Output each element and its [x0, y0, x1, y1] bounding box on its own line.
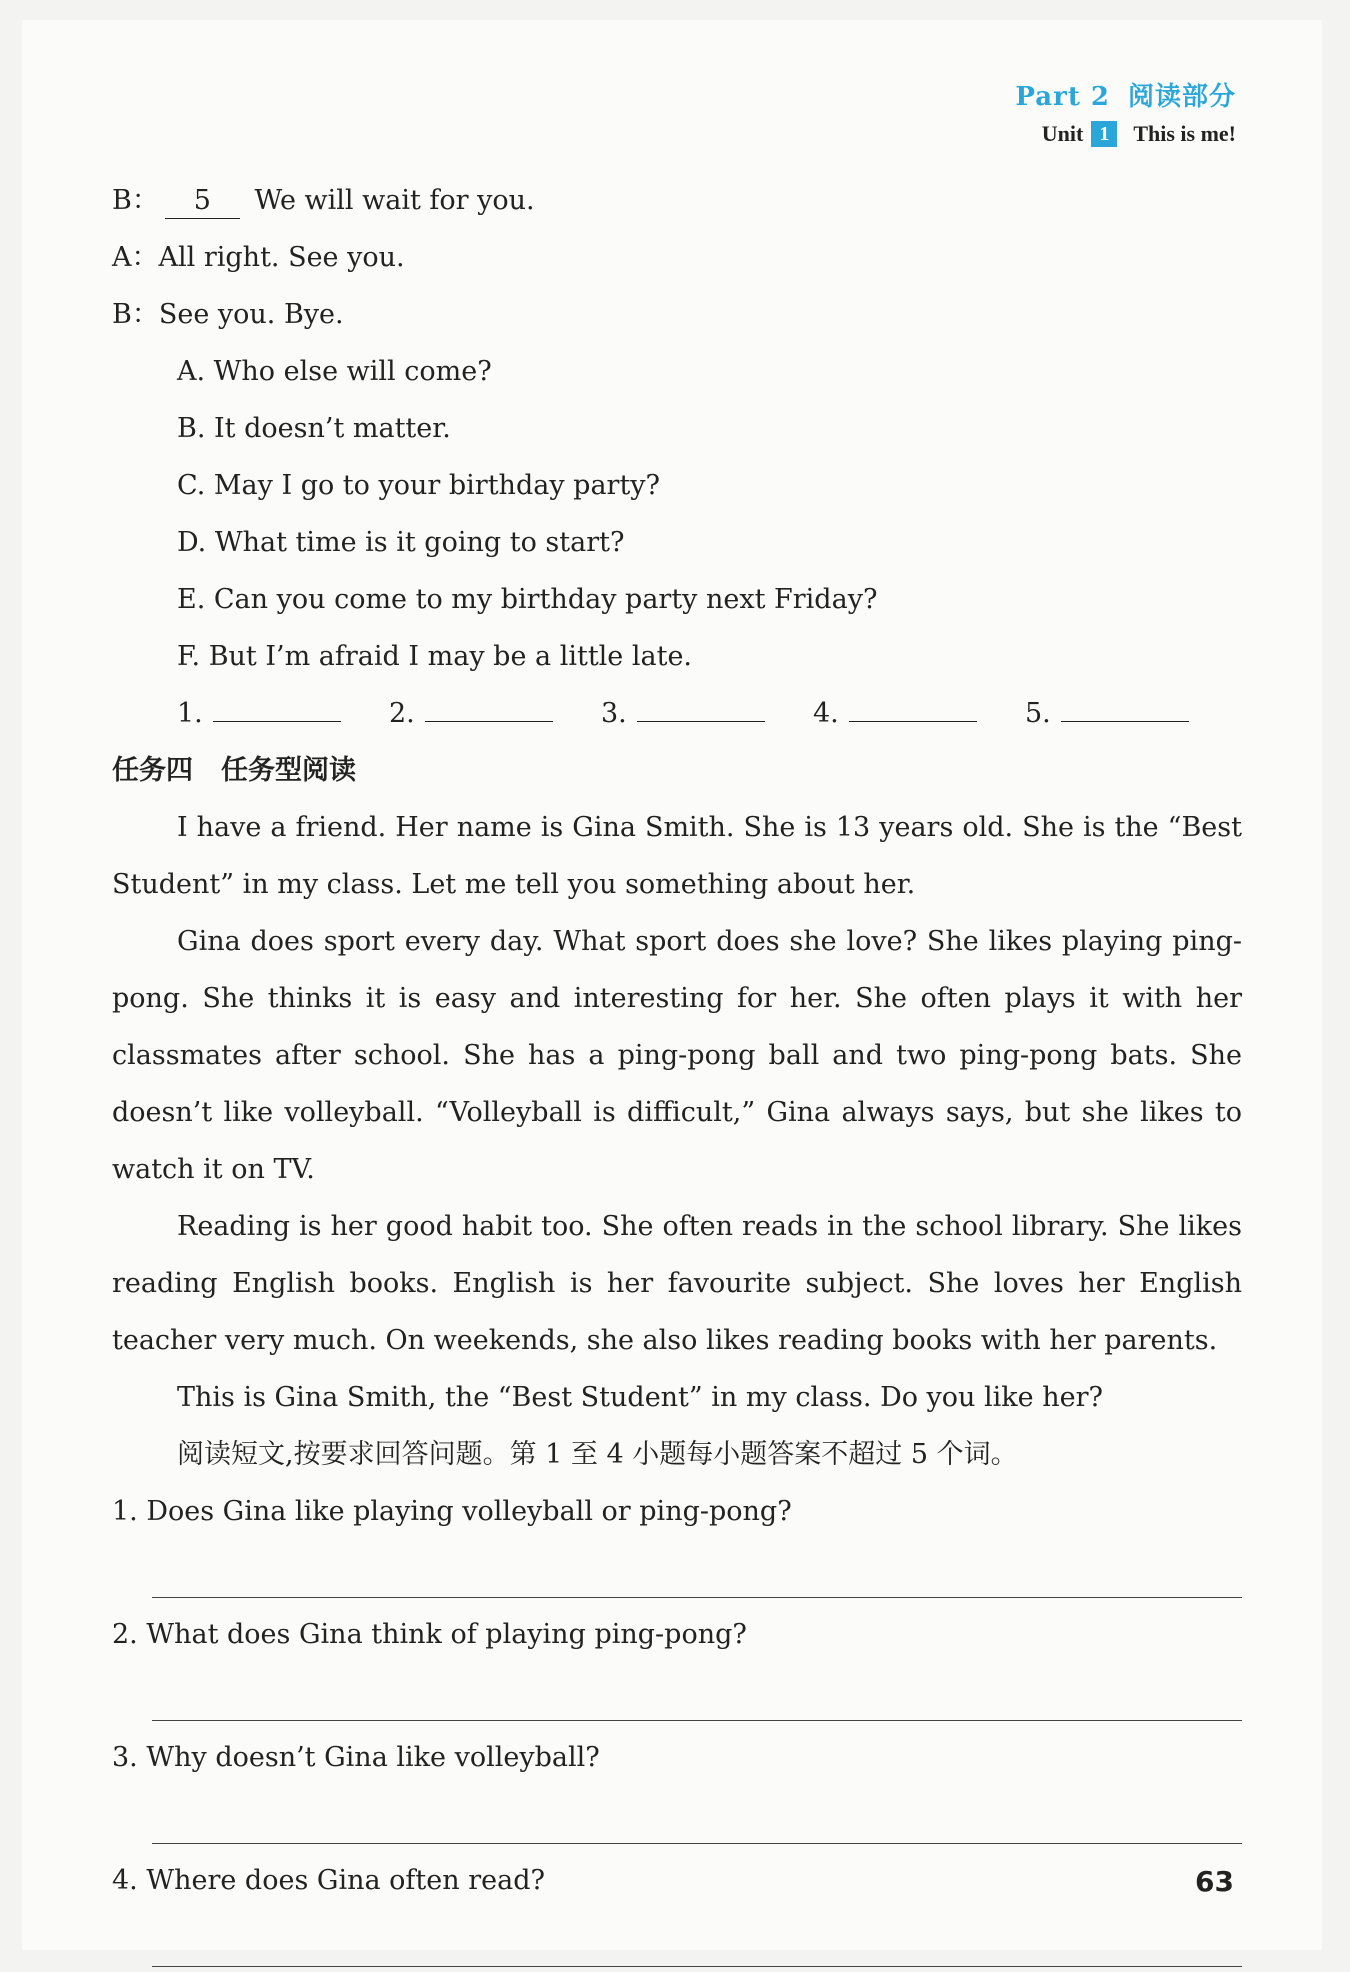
- dialogue-text: We will wait for you.: [254, 185, 535, 216]
- blank-underline: [425, 697, 553, 722]
- blank-underline: [637, 697, 765, 722]
- question: 3. Why doesn’t Gina like volleyball?: [112, 1742, 600, 1773]
- blank-underline: [213, 697, 341, 722]
- dialogue-line: [112, 229, 1242, 286]
- blank-number: 2.: [389, 698, 415, 729]
- answer-line[interactable]: [152, 1540, 1242, 1598]
- dialogue-line: [112, 286, 1242, 343]
- answer-blank[interactable]: [177, 685, 389, 742]
- page-number: 63: [1195, 1865, 1234, 1898]
- question-block: [112, 1729, 1242, 1844]
- speaker: B：: [112, 185, 159, 216]
- answer-blank[interactable]: [601, 685, 813, 742]
- blank-number: 4.: [813, 698, 839, 729]
- option-b: B. It doesn’t matter.: [177, 413, 451, 444]
- answer-blank[interactable]: [389, 685, 601, 742]
- instruction: 阅读短文,按要求回答问题。第 1 至 4 小题每小题答案不超过 5 个词。: [177, 1439, 1018, 1470]
- passage-paragraph: Gina does sport every day. What sport does she love? She likes playing ping-pong. She thinks it is easy and interesting for her. She often plays it with her classmates after school. She has a ping-pong ball and two ping-pong bats. She doesn’t like volleyball. “Volleyball is difficult,” Gina always says, but she likes to watch it on TV.: [112, 926, 1242, 1185]
- option-e: E. Can you come to my birthday party next Friday?: [177, 584, 878, 615]
- dialogue-text: See you. Bye.: [158, 299, 344, 330]
- answer-blank[interactable]: [1025, 685, 1237, 742]
- passage-paragraph: This is Gina Smith, the “Best Student” in my class. Do you like her?: [177, 1382, 1103, 1413]
- unit-title: This is me!: [1133, 121, 1236, 146]
- page: [22, 20, 1322, 1950]
- part-heading: [1015, 76, 1236, 113]
- answer-blank[interactable]: [813, 685, 1025, 742]
- dialogue-line: [112, 172, 1242, 229]
- question-block: [112, 1483, 1242, 1598]
- task-label: 任务四: [112, 755, 193, 786]
- passage-paragraph: I have a friend. Her name is Gina Smith. She is 13 years old. She is the “Best Student” in my class. Let me tell you something about her.: [112, 812, 1242, 900]
- blank-underline: [849, 697, 977, 722]
- section-title: [112, 742, 1242, 799]
- answer-line[interactable]: [152, 1663, 1242, 1721]
- unit-number-badge: 1: [1091, 121, 1117, 147]
- answer-blanks: [112, 685, 1242, 742]
- option-c: C. May I go to your birthday party?: [177, 470, 661, 501]
- option-d: D. What time is it going to start?: [177, 527, 625, 558]
- question-block: [112, 1852, 1242, 1967]
- task-name: 任务型阅读: [221, 755, 356, 786]
- content: [112, 172, 1242, 1967]
- blank-number: 3.: [601, 698, 627, 729]
- unit-label: Unit: [1041, 121, 1084, 146]
- blank-number: 1.: [177, 698, 203, 729]
- filled-blank: 5: [165, 184, 240, 219]
- page-header: [1015, 76, 1236, 147]
- question: 4. Where does Gina often read?: [112, 1865, 545, 1896]
- option-a: A. Who else will come?: [177, 356, 492, 387]
- question: 2. What does Gina think of playing ping-pong?: [112, 1619, 747, 1650]
- passage-paragraph: Reading is her good habit too. She often reads in the school library. She likes reading English books. English is her favourite subject. She loves her English teacher very much. On weekends, she also likes reading books with her parents.: [112, 1211, 1242, 1356]
- speaker: B：: [112, 299, 159, 330]
- blank-number: 5.: [1025, 698, 1051, 729]
- blank-underline: [1061, 697, 1189, 722]
- option-f: F. But I’m afraid I may be a little late.: [177, 641, 693, 672]
- answer-line[interactable]: [152, 1786, 1242, 1844]
- part-cn-label: 阅读部分: [1127, 82, 1236, 112]
- speaker: A：: [112, 242, 159, 273]
- answer-line[interactable]: [152, 1909, 1242, 1967]
- unit-heading: [1015, 121, 1236, 147]
- part-label: Part 2: [1015, 82, 1110, 112]
- question-block: [112, 1606, 1242, 1721]
- dialogue-text: All right. See you.: [158, 242, 405, 273]
- question: 1. Does Gina like playing volleyball or ping-pong?: [112, 1496, 792, 1527]
